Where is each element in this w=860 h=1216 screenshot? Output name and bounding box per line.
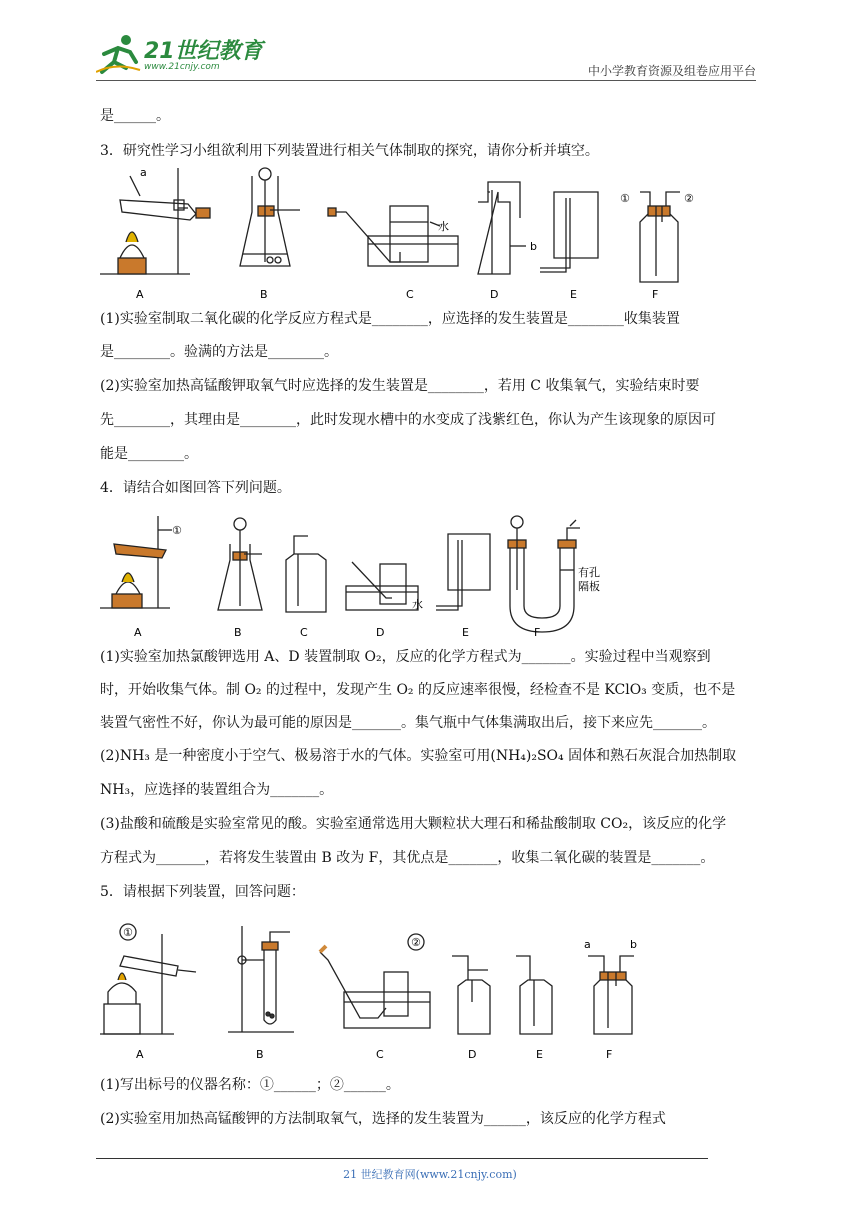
text-line: 能是________。 — [100, 446, 198, 462]
label-plate-1: 有孔 — [578, 566, 600, 579]
apparatus-q5-drawing — [100, 914, 660, 1064]
label-F: F — [606, 1048, 613, 1061]
label-a: a — [140, 166, 147, 179]
apparatus-q3-drawing — [100, 162, 700, 304]
label-a: a — [584, 938, 591, 951]
label-C: C — [300, 626, 308, 639]
label-m2: ② — [411, 936, 421, 949]
text-line: 是______。 — [100, 108, 170, 124]
label-E: E — [462, 626, 469, 639]
footer-divider — [96, 1158, 708, 1159]
header-divider — [96, 80, 756, 81]
text-line: NH₃，应选择的装置组合为_______。 — [100, 782, 334, 798]
question-4-title: 4．请结合如图回答下列问题。 — [100, 480, 291, 496]
label-B: B — [260, 288, 268, 301]
text-line: 时，开始收集气体。制 O₂ 的过程中，发现产生 O₂ 的反应速率很慢，经检查不是 KClO₃ 变质，也不是 — [100, 682, 736, 698]
label-D: D — [490, 288, 499, 301]
page-header — [96, 28, 756, 80]
site-logo[interactable] — [96, 32, 266, 76]
label-E: E — [536, 1048, 543, 1061]
label-D: D — [468, 1048, 477, 1061]
platform-name: 中小学教育资源及组卷应用平台 — [587, 64, 756, 78]
text-line: (1)写出标号的仪器名称：①______；②______。 — [100, 1077, 400, 1093]
text-line: (2)NH₃ 是一种密度小于空气、极易溶于水的气体。实验室可用(NH₄)₂SO₄ 固体和熟石灰混合加热制取 — [100, 748, 737, 764]
text-line: 装置气密性不好，你认为最可能的原因是_______。集气瓶中气体集满取出后，接下来应先_______。 — [100, 715, 716, 731]
label-C: C — [406, 288, 414, 301]
label-b: b — [630, 938, 637, 951]
figure-apparatus-q5 — [100, 914, 660, 1068]
label-m1: ① — [620, 192, 630, 205]
label-water: 水 — [438, 220, 449, 233]
text-line: 方程式为_______，若将发生装置由 B 改为 F，其优点是_______，收集二氧化碳的装置是_______。 — [100, 850, 715, 866]
label-b: b — [530, 240, 537, 253]
label-water: 水 — [412, 598, 423, 611]
text-line: (1)实验室加热氯酸钾选用 A、D 装置制取 O₂，反应的化学方程式为_______。实验过程中当观察到 — [100, 649, 711, 665]
text-line: (2)实验室用加热高锰酸钾的方法制取氧气，选择的发生装置为______，该反应的化学方程式 — [100, 1111, 666, 1127]
label-D: D — [376, 626, 385, 639]
label-A: A — [136, 288, 144, 301]
label-E: E — [570, 288, 577, 301]
text-line: (1)实验室制取二氧化碳的化学反应方程式是________，应选择的发生装置是________收集装置 — [100, 311, 680, 327]
text-line: (2)实验室加热高锰酸钾取氧气时应选择的发生装置是________，若用 C 收集氧气，实验结束时要 — [100, 378, 700, 394]
text-line: 是________。验满的方法是________。 — [100, 344, 338, 360]
question-5-title: 5．请根据下列装置，回答问题： — [100, 884, 305, 900]
label-plate-2: 隔板 — [578, 580, 600, 593]
label-m2: ② — [684, 192, 694, 205]
logo-url: www.21cnjy.com — [144, 62, 220, 72]
figure-apparatus-q4 — [100, 510, 620, 644]
question-3-title: 3．研究性学习小组欲利用下列装置进行相关气体制取的探究，请你分析并填空。 — [100, 143, 599, 159]
label-F: F — [534, 626, 541, 639]
apparatus-q4-drawing — [100, 510, 620, 640]
label-C: C — [376, 1048, 384, 1061]
runner-logo-icon — [96, 32, 142, 76]
label-m1: ① — [123, 926, 133, 939]
logo-text: 21世纪教育 — [144, 39, 263, 64]
label-F: F — [652, 288, 659, 301]
label-A: A — [136, 1048, 144, 1061]
text-line: 先________，其理由是________，此时发现水槽中的水变成了浅紫红色，你认为产生该现象的原因可 — [100, 412, 716, 428]
text-line: (3)盐酸和硫酸是实验室常见的酸。实验室通常选用大颗粒状大理石和稀盐酸制取 CO₂，该反应的化学 — [100, 816, 727, 832]
label-m1: ① — [172, 524, 182, 537]
label-B: B — [256, 1048, 264, 1061]
figure-apparatus-q3 — [100, 162, 700, 308]
footer-link[interactable]: 21 世纪教育网(www.21cnjy.com) — [343, 1168, 517, 1181]
label-B: B — [234, 626, 242, 639]
label-A: A — [134, 626, 142, 639]
